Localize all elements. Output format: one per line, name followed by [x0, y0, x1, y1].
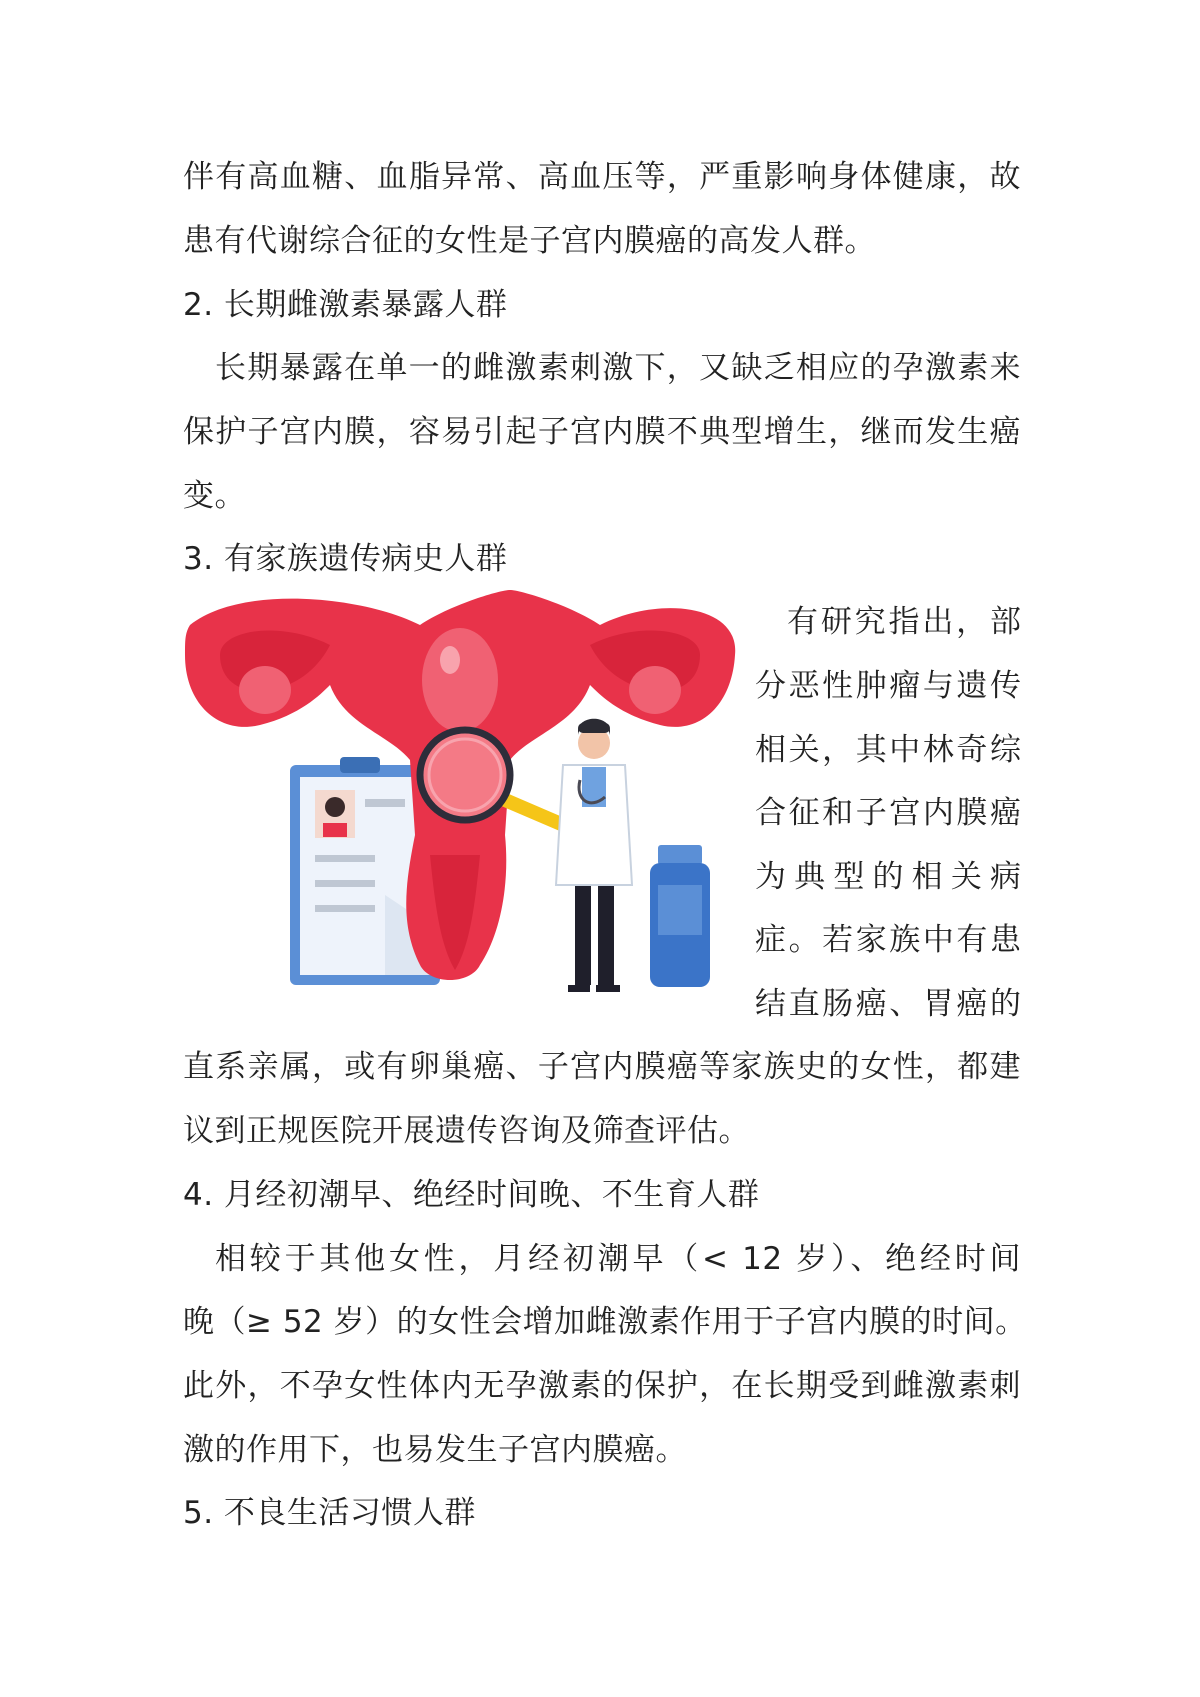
side-paragraph-line: 症。若家族中有患	[755, 922, 1021, 958]
side-paragraph-line: 结直肠癌、胃癌的	[755, 986, 1021, 1022]
doctor-icon	[556, 719, 632, 992]
paragraph-line: 保护子宫内膜，容易引起子宫内膜不典型增生，继而发生癌	[183, 414, 1021, 450]
side-paragraph-line: 相关，其中林奇综	[755, 732, 1021, 768]
section-heading: 2. 长期雌激素暴露人群	[183, 287, 508, 323]
medicine-bottle-icon	[650, 845, 710, 987]
paragraph-line: 此外，不孕女性体内无孕激素的保护，在长期受到雌激素刺	[183, 1368, 1021, 1404]
paragraph-line: 患有代谢综合征的女性是子宫内膜癌的高发人群。	[183, 223, 876, 259]
uterus-doctor-illustration	[180, 585, 740, 995]
side-paragraph-line: 分恶性肿瘤与遗传	[755, 668, 1021, 704]
paragraph-line: 伴有高血糖、血脂异常、高血压等，严重影响身体健康，故	[183, 159, 1021, 195]
paragraph-line: 晚（≥ 52 岁）的女性会增加雌激素作用于子宫内膜的时间。	[183, 1304, 1027, 1340]
section-heading: 4. 月经初潮早、绝经时间晚、不生育人群	[183, 1177, 760, 1213]
paragraph-line: 相较于其他女性，月经初潮早（< 12 岁）、绝经时间	[215, 1241, 1021, 1277]
section-heading: 5. 不良生活习惯人群	[183, 1495, 476, 1531]
side-paragraph-line: 有研究指出，部	[787, 604, 1021, 640]
side-paragraph-line: 合征和子宫内膜癌	[755, 795, 1021, 831]
side-paragraph-line: 为典型的相关病	[755, 859, 1021, 895]
paragraph-line: 长期暴露在单一的雌激素刺激下，又缺乏相应的孕激素来	[215, 350, 1021, 386]
paragraph-line: 议到正规医院开展遗传咨询及筛查评估。	[183, 1113, 750, 1149]
paragraph-line: 直系亲属，或有卵巢癌、子宫内膜癌等家族史的女性，都建	[183, 1049, 1021, 1085]
paragraph-line: 激的作用下，也易发生子宫内膜癌。	[183, 1432, 687, 1468]
paragraph-line: 变。	[183, 478, 246, 514]
section-heading: 3. 有家族遗传病史人群	[183, 541, 508, 577]
